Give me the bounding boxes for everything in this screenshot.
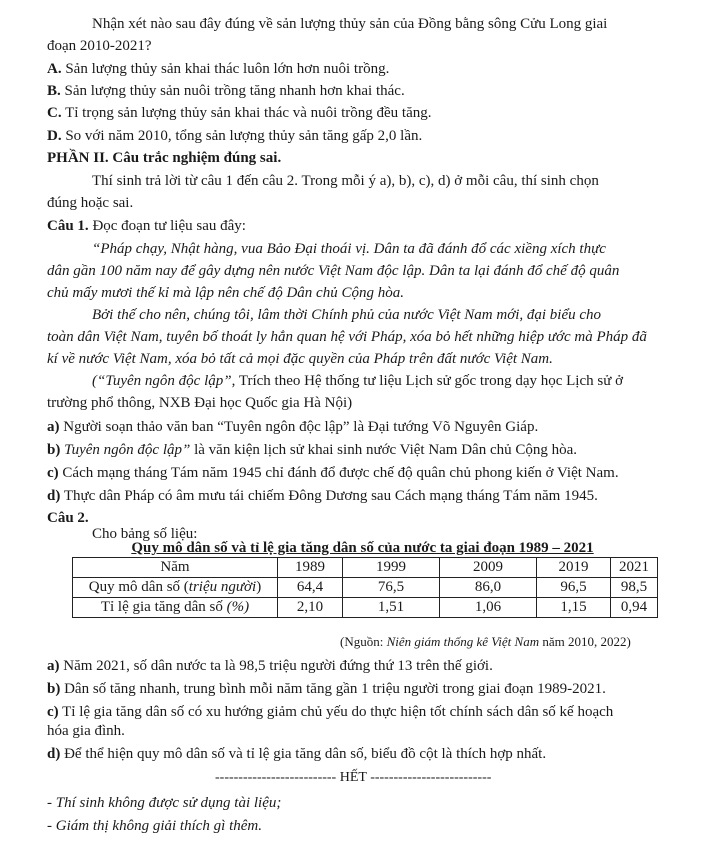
part2-heading: PHẦN II. Câu trắc nghiệm đúng sai. <box>47 150 282 166</box>
statement-italic: Tuyên ngôn độc lập” <box>64 442 191 458</box>
statement-text: Cách mạng tháng Tám năm 1945 chỉ đánh đổ được chế độ quân chủ phong kiến ở Việt Nam. <box>62 465 619 481</box>
statement-letter: a) <box>47 658 60 674</box>
row-label-text: Tỉ lệ gia tăng dân số <box>100 599 227 615</box>
dashes: -------------------------- <box>215 770 337 785</box>
year-cell: 1989 <box>278 558 343 578</box>
statement-d <box>47 487 598 506</box>
statement-text: là văn kiện lịch sử khai sinh nước Việt Nam Dân chủ Cộng hòa. <box>190 442 578 458</box>
value-cell: 2,10 <box>278 598 343 618</box>
value-cell: 96,5 <box>537 578 611 598</box>
option-c <box>47 104 432 123</box>
part2-instruction-line2: đúng hoặc sai. <box>47 195 134 211</box>
year-cell: 2019 <box>537 558 611 578</box>
option-b <box>47 82 405 101</box>
quote-line: dân gần 100 năm nay để gây dựng nên nước Việt Nam độc lập. Dân ta lại đánh đổ chế độ quân <box>47 263 620 279</box>
quote-source <box>92 372 623 391</box>
quote-line: toàn dân Việt Nam, tuyên bố thoát ly hẳn quan hệ với Pháp, xóa bỏ hết những hiệp ước mà Pháp đã <box>47 329 647 345</box>
question2-lead: Cho bảng số liệu: <box>92 526 198 542</box>
statement-letter: b) <box>47 442 61 458</box>
header-label: Năm <box>73 558 278 578</box>
statement-b <box>47 680 606 699</box>
question1-header <box>47 217 246 236</box>
question-label: Câu 1. <box>47 218 89 234</box>
row-label-unit: triệu người <box>188 579 257 595</box>
end-marker <box>215 768 491 787</box>
question2-label: Câu 2. <box>47 510 89 526</box>
year-cell: 2009 <box>440 558 537 578</box>
source-title: Niên giám thống kê Việt Nam <box>386 634 540 649</box>
statement-c <box>47 703 613 722</box>
question-intro-line1: Nhận xét nào sau đây đúng về sản lượng thủy sản của Đồng bằng sông Cửu Long giai <box>92 16 608 32</box>
value-cell: 98,5 <box>611 578 658 598</box>
end-label: HẾT <box>339 770 367 785</box>
value-cell: 1,06 <box>440 598 537 618</box>
table-row <box>73 558 658 578</box>
statement-letter: c) <box>47 465 59 481</box>
statement-b <box>47 441 577 460</box>
statement-c-line2: hóa gia đình. <box>47 723 125 739</box>
table-row <box>73 578 658 598</box>
dashes: -------------------------- <box>370 770 492 785</box>
quote-line: kí về nước Việt Nam, xóa bỏ tất cả mọi đặc quyền của Pháp trên đất nước Việt Nam. <box>47 351 553 367</box>
source-title: (“Tuyên ngôn độc lập” <box>92 373 232 389</box>
value-cell: 0,94 <box>611 598 658 618</box>
statement-letter: a) <box>47 419 60 435</box>
option-text: Sản lượng thủy sản nuôi trồng tăng nhanh hơn khai thác. <box>64 83 405 99</box>
option-d <box>47 127 422 146</box>
statement-letter: d) <box>47 746 61 762</box>
statement-text: Thực dân Pháp có âm mưu tái chiếm Đông Dương sau Cách mạng tháng Tám năm 1945. <box>63 488 598 504</box>
question-lead: Đọc đoạn tư liệu sau đây: <box>92 218 246 234</box>
option-text: So với năm 2010, tổng sản lượng thủy sản tăng gấp 2,0 lần. <box>65 128 423 144</box>
table-title: Quy mô dân số và tỉ lệ gia tăng dân số của nước ta giai đoạn 1989 – 2021 <box>131 540 594 556</box>
statement-text: Để thể hiện quy mô dân số và tỉ lệ gia tăng dân số, biểu đồ cột là thích hợp nhất. <box>64 746 547 762</box>
option-a <box>47 60 389 79</box>
note-line: - Giám thị không giải thích gì thêm. <box>47 818 262 834</box>
statement-letter: d) <box>47 488 61 504</box>
statement-d <box>47 745 546 764</box>
option-letter: D. <box>47 128 62 144</box>
statement-letter: b) <box>47 681 61 697</box>
option-letter: B. <box>47 83 61 99</box>
table-row <box>73 598 658 618</box>
note-line: - Thí sinh không được sử dụng tài liệu; <box>47 795 282 811</box>
option-text: Tỉ trọng sản lượng thủy sản khai thác và nuôi trồng đều tăng. <box>65 105 432 121</box>
year-cell: 2021 <box>611 558 658 578</box>
population-table <box>72 557 658 618</box>
quote-line: chủ mấy mươi thế kỉ mà lập nên chế độ Dân chủ Cộng hòa. <box>47 285 404 301</box>
statement-letter: c) <box>47 704 59 720</box>
statement-a <box>47 657 493 676</box>
table-source <box>340 632 631 651</box>
value-cell: 1,51 <box>343 598 440 618</box>
statement-text: Dân số tăng nhanh, trung bình mỗi năm tăng gần 1 triệu người trong giai đoạn 1989-2021. <box>64 681 606 697</box>
value-cell: 76,5 <box>343 578 440 598</box>
option-letter: A. <box>47 61 62 77</box>
statement-c <box>47 464 619 483</box>
value-cell: 1,15 <box>537 598 611 618</box>
question-intro-line2: đoạn 2010-2021? <box>47 38 152 54</box>
year-cell: 1999 <box>343 558 440 578</box>
source-open: (Nguồn: <box>340 634 387 649</box>
row-label-close: ) <box>256 579 262 595</box>
row-label-text: Quy mô dân số ( <box>88 579 189 595</box>
source-text: năm 2010, 2022) <box>539 634 631 649</box>
option-text: Sản lượng thủy sản khai thác luôn lớn hơn nuôi trồng. <box>65 61 390 77</box>
statement-a <box>47 418 538 437</box>
quote-line: Bởi thế cho nên, chúng tôi, lâm thời Chính phủ của nước Việt Nam mới, đại biểu cho <box>92 307 602 323</box>
value-cell: 86,0 <box>440 578 537 598</box>
row-label <box>73 598 278 618</box>
part2-instruction-line1: Thí sinh trả lời từ câu 1 đến câu 2. Trong mỗi ý a), b), c), d) ở mỗi câu, thí sinh chọn <box>92 173 599 189</box>
value-cell: 64,4 <box>278 578 343 598</box>
option-letter: C. <box>47 105 62 121</box>
row-label-unit: (%) <box>226 599 250 615</box>
source-text: , Trích theo Hệ thống tư liệu Lịch sử gốc trong dạy học Lịch sử ở <box>231 373 624 389</box>
statement-text: Tỉ lệ gia tăng dân số có xu hướng giảm chủ yếu do thực hiện tốt chính sách dân số kế hoạch <box>62 704 614 720</box>
statement-text: Người soạn thảo văn ban “Tuyên ngôn độc lập” là Đại tướng Võ Nguyên Giáp. <box>63 419 539 435</box>
statement-text: Năm 2021, số dân nước ta là 98,5 triệu người đứng thứ 13 trên thế giới. <box>63 658 493 674</box>
row-label <box>73 578 278 598</box>
quote-source-line2: trường phổ thông, NXB Đại học Quốc gia Hà Nội) <box>47 395 353 411</box>
quote-line: “Pháp chạy, Nhật hàng, vua Bảo Đại thoái vị. Dân ta đã đánh đổ các xiềng xích thực <box>92 241 606 257</box>
